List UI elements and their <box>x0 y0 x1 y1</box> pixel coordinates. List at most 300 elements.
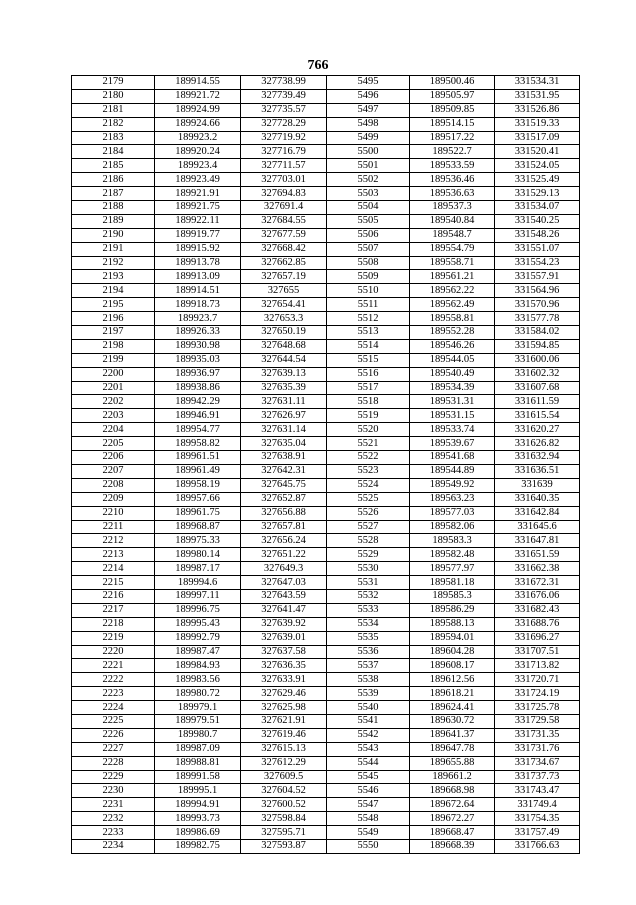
x-coordinate-right: 189554.79 <box>410 242 495 256</box>
x-coordinate-left: 189954.77 <box>155 423 241 437</box>
x-coordinate-right: 189647.78 <box>410 742 495 756</box>
point-id-left: 2225 <box>72 714 155 728</box>
table-row <box>72 242 580 256</box>
y-coordinate-right: 331651.59 <box>495 548 580 562</box>
point-id-left: 2179 <box>72 76 155 90</box>
x-coordinate-left: 189987.17 <box>155 562 241 576</box>
point-id-right: 5544 <box>327 756 410 770</box>
y-coordinate-right: 331682.43 <box>495 603 580 617</box>
y-coordinate-left: 327650.19 <box>241 326 327 340</box>
y-coordinate-left: 327703.01 <box>241 173 327 187</box>
table-row <box>72 145 580 159</box>
point-id-right: 5519 <box>327 409 410 423</box>
x-coordinate-right: 189561.21 <box>410 270 495 284</box>
x-coordinate-right: 189541.68 <box>410 451 495 465</box>
x-coordinate-left: 189913.78 <box>155 256 241 270</box>
point-id-left: 2211 <box>72 520 155 534</box>
point-id-left: 2213 <box>72 548 155 562</box>
x-coordinate-left: 189923.4 <box>155 159 241 173</box>
y-coordinate-right: 331524.05 <box>495 159 580 173</box>
x-coordinate-left: 189975.33 <box>155 534 241 548</box>
point-id-right: 5517 <box>327 381 410 395</box>
point-id-right: 5508 <box>327 256 410 270</box>
table-row <box>72 117 580 131</box>
point-id-left: 2185 <box>72 159 155 173</box>
y-coordinate-left: 327615.13 <box>241 742 327 756</box>
point-id-right: 5514 <box>327 339 410 353</box>
point-id-left: 2220 <box>72 645 155 659</box>
y-coordinate-right: 331519.33 <box>495 117 580 131</box>
y-coordinate-left: 327638.91 <box>241 451 327 465</box>
y-coordinate-right: 331607.68 <box>495 381 580 395</box>
table-row <box>72 478 580 492</box>
y-coordinate-right: 331640.35 <box>495 492 580 506</box>
x-coordinate-right: 189533.74 <box>410 423 495 437</box>
y-coordinate-right: 331724.19 <box>495 687 580 701</box>
point-id-right: 5535 <box>327 631 410 645</box>
x-coordinate-right: 189630.72 <box>410 714 495 728</box>
table-row <box>72 284 580 298</box>
table-row <box>72 839 580 853</box>
point-id-left: 2198 <box>72 339 155 353</box>
y-coordinate-left: 327656.24 <box>241 534 327 548</box>
table-row <box>72 659 580 673</box>
y-coordinate-right: 331584.02 <box>495 326 580 340</box>
x-coordinate-left: 189942.29 <box>155 395 241 409</box>
point-id-right: 5542 <box>327 728 410 742</box>
y-coordinate-right: 331611.59 <box>495 395 580 409</box>
point-id-right: 5522 <box>327 451 410 465</box>
y-coordinate-left: 327668.42 <box>241 242 327 256</box>
point-id-left: 2222 <box>72 673 155 687</box>
table-row <box>72 214 580 228</box>
table-row <box>72 298 580 312</box>
y-coordinate-right: 331600.06 <box>495 353 580 367</box>
x-coordinate-left: 189983.56 <box>155 673 241 687</box>
point-id-right: 5547 <box>327 798 410 812</box>
y-coordinate-right: 331594.85 <box>495 339 580 353</box>
x-coordinate-right: 189563.23 <box>410 492 495 506</box>
y-coordinate-right: 331525.49 <box>495 173 580 187</box>
x-coordinate-right: 189585.3 <box>410 589 495 603</box>
point-id-right: 5501 <box>327 159 410 173</box>
y-coordinate-left: 327738.99 <box>241 76 327 90</box>
y-coordinate-left: 327739.49 <box>241 89 327 103</box>
point-id-right: 5511 <box>327 298 410 312</box>
y-coordinate-right: 331696.27 <box>495 631 580 645</box>
y-coordinate-right: 331645.6 <box>495 520 580 534</box>
table-row <box>72 201 580 215</box>
x-coordinate-right: 189562.22 <box>410 284 495 298</box>
table-row <box>72 589 580 603</box>
y-coordinate-left: 327677.59 <box>241 228 327 242</box>
point-id-right: 5521 <box>327 437 410 451</box>
point-id-left: 2231 <box>72 798 155 812</box>
y-coordinate-left: 327653.3 <box>241 312 327 326</box>
x-coordinate-left: 189991.58 <box>155 770 241 784</box>
x-coordinate-left: 189987.09 <box>155 742 241 756</box>
point-id-right: 5523 <box>327 464 410 478</box>
point-id-left: 2230 <box>72 784 155 798</box>
table-row <box>72 631 580 645</box>
x-coordinate-left: 189923.2 <box>155 131 241 145</box>
x-coordinate-right: 189661.2 <box>410 770 495 784</box>
point-id-right: 5505 <box>327 214 410 228</box>
x-coordinate-left: 189980.14 <box>155 548 241 562</box>
x-coordinate-right: 189608.17 <box>410 659 495 673</box>
y-coordinate-left: 327728.29 <box>241 117 327 131</box>
y-coordinate-left: 327735.57 <box>241 103 327 117</box>
x-coordinate-right: 189537.3 <box>410 201 495 215</box>
point-id-right: 5512 <box>327 312 410 326</box>
table-row <box>72 339 580 353</box>
point-id-right: 5540 <box>327 701 410 715</box>
table-row <box>72 714 580 728</box>
y-coordinate-right: 331540.25 <box>495 214 580 228</box>
x-coordinate-left: 189984.93 <box>155 659 241 673</box>
y-coordinate-left: 327656.88 <box>241 506 327 520</box>
point-id-right: 5515 <box>327 353 410 367</box>
y-coordinate-right: 331757.49 <box>495 826 580 840</box>
y-coordinate-left: 327639.01 <box>241 631 327 645</box>
y-coordinate-left: 327694.83 <box>241 187 327 201</box>
point-id-left: 2205 <box>72 437 155 451</box>
table-row <box>72 687 580 701</box>
x-coordinate-left: 189924.99 <box>155 103 241 117</box>
coordinates-table <box>71 75 580 854</box>
point-id-left: 2233 <box>72 826 155 840</box>
table-row <box>72 131 580 145</box>
x-coordinate-left: 189980.7 <box>155 728 241 742</box>
y-coordinate-right: 331577.78 <box>495 312 580 326</box>
point-id-right: 5525 <box>327 492 410 506</box>
point-id-right: 5550 <box>327 839 410 853</box>
y-coordinate-right: 331766.63 <box>495 839 580 853</box>
point-id-right: 5538 <box>327 673 410 687</box>
y-coordinate-left: 327619.46 <box>241 728 327 742</box>
x-coordinate-left: 189958.19 <box>155 478 241 492</box>
point-id-right: 5498 <box>327 117 410 131</box>
x-coordinate-right: 189533.59 <box>410 159 495 173</box>
point-id-right: 5543 <box>327 742 410 756</box>
y-coordinate-right: 331731.76 <box>495 742 580 756</box>
x-coordinate-left: 189930.98 <box>155 339 241 353</box>
point-id-left: 2218 <box>72 617 155 631</box>
point-id-left: 2188 <box>72 201 155 215</box>
x-coordinate-right: 189672.27 <box>410 812 495 826</box>
x-coordinate-left: 189919.77 <box>155 228 241 242</box>
x-coordinate-right: 189618.21 <box>410 687 495 701</box>
table-row <box>72 492 580 506</box>
y-coordinate-right: 331529.13 <box>495 187 580 201</box>
y-coordinate-left: 327626.97 <box>241 409 327 423</box>
point-id-right: 5506 <box>327 228 410 242</box>
table-row <box>72 409 580 423</box>
x-coordinate-right: 189668.39 <box>410 839 495 853</box>
y-coordinate-right: 331731.35 <box>495 728 580 742</box>
point-id-right: 5516 <box>327 367 410 381</box>
y-coordinate-right: 331615.54 <box>495 409 580 423</box>
y-coordinate-right: 331688.76 <box>495 617 580 631</box>
y-coordinate-right: 331564.96 <box>495 284 580 298</box>
x-coordinate-left: 189968.87 <box>155 520 241 534</box>
table-row <box>72 770 580 784</box>
table-row <box>72 464 580 478</box>
table-row <box>72 645 580 659</box>
y-coordinate-right: 331642.84 <box>495 506 580 520</box>
x-coordinate-left: 189979.1 <box>155 701 241 715</box>
point-id-left: 2183 <box>72 131 155 145</box>
table-row <box>72 173 580 187</box>
point-id-left: 2199 <box>72 353 155 367</box>
y-coordinate-right: 331737.73 <box>495 770 580 784</box>
y-coordinate-right: 331647.81 <box>495 534 580 548</box>
x-coordinate-left: 189924.66 <box>155 117 241 131</box>
point-id-right: 5537 <box>327 659 410 673</box>
point-id-left: 2216 <box>72 589 155 603</box>
point-id-right: 5530 <box>327 562 410 576</box>
point-id-right: 5507 <box>327 242 410 256</box>
y-coordinate-right: 331729.58 <box>495 714 580 728</box>
table-row <box>72 812 580 826</box>
x-coordinate-left: 189986.69 <box>155 826 241 840</box>
x-coordinate-right: 189552.28 <box>410 326 495 340</box>
x-coordinate-left: 189982.75 <box>155 839 241 853</box>
x-coordinate-right: 189583.3 <box>410 534 495 548</box>
x-coordinate-right: 189548.7 <box>410 228 495 242</box>
table-row <box>72 798 580 812</box>
table-row <box>72 103 580 117</box>
point-id-left: 2204 <box>72 423 155 437</box>
x-coordinate-right: 189624.41 <box>410 701 495 715</box>
point-id-right: 5502 <box>327 173 410 187</box>
y-coordinate-right: 331720.71 <box>495 673 580 687</box>
point-id-right: 5527 <box>327 520 410 534</box>
point-id-right: 5495 <box>327 76 410 90</box>
y-coordinate-left: 327637.58 <box>241 645 327 659</box>
point-id-left: 2224 <box>72 701 155 715</box>
point-id-right: 5529 <box>327 548 410 562</box>
table-row <box>72 89 580 103</box>
x-coordinate-right: 189558.81 <box>410 312 495 326</box>
x-coordinate-left: 189936.97 <box>155 367 241 381</box>
table-row <box>72 576 580 590</box>
y-coordinate-left: 327639.13 <box>241 367 327 381</box>
point-id-left: 2217 <box>72 603 155 617</box>
x-coordinate-right: 189500.46 <box>410 76 495 90</box>
y-coordinate-right: 331548.26 <box>495 228 580 242</box>
table-row <box>72 673 580 687</box>
point-id-left: 2182 <box>72 117 155 131</box>
x-coordinate-left: 189921.72 <box>155 89 241 103</box>
y-coordinate-left: 327645.75 <box>241 478 327 492</box>
x-coordinate-right: 189562.49 <box>410 298 495 312</box>
x-coordinate-left: 189926.33 <box>155 326 241 340</box>
point-id-right: 5503 <box>327 187 410 201</box>
x-coordinate-right: 189505.97 <box>410 89 495 103</box>
x-coordinate-left: 189921.75 <box>155 201 241 215</box>
y-coordinate-left: 327657.81 <box>241 520 327 534</box>
y-coordinate-right: 331632.94 <box>495 451 580 465</box>
table-row <box>72 381 580 395</box>
point-id-left: 2227 <box>72 742 155 756</box>
x-coordinate-left: 189980.72 <box>155 687 241 701</box>
y-coordinate-left: 327639.92 <box>241 617 327 631</box>
table-row <box>72 367 580 381</box>
table-row <box>72 228 580 242</box>
point-id-right: 5496 <box>327 89 410 103</box>
y-coordinate-left: 327643.59 <box>241 589 327 603</box>
x-coordinate-right: 189509.85 <box>410 103 495 117</box>
y-coordinate-left: 327684.55 <box>241 214 327 228</box>
point-id-right: 5500 <box>327 145 410 159</box>
y-coordinate-left: 327629.46 <box>241 687 327 701</box>
y-coordinate-left: 327647.03 <box>241 576 327 590</box>
table-row <box>72 603 580 617</box>
table-row <box>72 187 580 201</box>
x-coordinate-right: 189641.37 <box>410 728 495 742</box>
y-coordinate-left: 327635.04 <box>241 437 327 451</box>
table-row <box>72 506 580 520</box>
x-coordinate-left: 189961.49 <box>155 464 241 478</box>
table-row <box>72 728 580 742</box>
table-row <box>72 562 580 576</box>
x-coordinate-left: 189922.11 <box>155 214 241 228</box>
x-coordinate-right: 189558.71 <box>410 256 495 270</box>
x-coordinate-right: 189604.28 <box>410 645 495 659</box>
x-coordinate-left: 189979.51 <box>155 714 241 728</box>
y-coordinate-right: 331743.47 <box>495 784 580 798</box>
table-row <box>72 520 580 534</box>
y-coordinate-right: 331551.07 <box>495 242 580 256</box>
x-coordinate-left: 189994.6 <box>155 576 241 590</box>
point-id-right: 5524 <box>327 478 410 492</box>
x-coordinate-right: 189577.97 <box>410 562 495 576</box>
x-coordinate-left: 189920.24 <box>155 145 241 159</box>
table-row <box>72 326 580 340</box>
point-id-left: 2206 <box>72 451 155 465</box>
x-coordinate-right: 189540.49 <box>410 367 495 381</box>
y-coordinate-left: 327604.52 <box>241 784 327 798</box>
point-id-right: 5499 <box>327 131 410 145</box>
y-coordinate-left: 327644.54 <box>241 353 327 367</box>
point-id-right: 5518 <box>327 395 410 409</box>
point-id-right: 5528 <box>327 534 410 548</box>
point-id-right: 5539 <box>327 687 410 701</box>
point-id-right: 5534 <box>327 617 410 631</box>
x-coordinate-right: 189540.84 <box>410 214 495 228</box>
x-coordinate-left: 189923.49 <box>155 173 241 187</box>
point-id-left: 2219 <box>72 631 155 645</box>
point-id-right: 5520 <box>327 423 410 437</box>
x-coordinate-right: 189668.47 <box>410 826 495 840</box>
x-coordinate-left: 189958.82 <box>155 437 241 451</box>
x-coordinate-left: 189995.43 <box>155 617 241 631</box>
y-coordinate-right: 331636.51 <box>495 464 580 478</box>
y-coordinate-left: 327633.91 <box>241 673 327 687</box>
x-coordinate-right: 189549.92 <box>410 478 495 492</box>
table-row <box>72 548 580 562</box>
y-coordinate-right: 331749.4 <box>495 798 580 812</box>
y-coordinate-left: 327716.79 <box>241 145 327 159</box>
y-coordinate-right: 331531.95 <box>495 89 580 103</box>
x-coordinate-right: 189531.15 <box>410 409 495 423</box>
point-id-left: 2196 <box>72 312 155 326</box>
coordinates-table-body <box>72 76 580 854</box>
point-id-right: 5509 <box>327 270 410 284</box>
y-coordinate-left: 327598.84 <box>241 812 327 826</box>
x-coordinate-right: 189514.15 <box>410 117 495 131</box>
point-id-right: 5545 <box>327 770 410 784</box>
x-coordinate-right: 189546.26 <box>410 339 495 353</box>
table-row <box>72 437 580 451</box>
table-row <box>72 312 580 326</box>
point-id-left: 2226 <box>72 728 155 742</box>
point-id-right: 5532 <box>327 589 410 603</box>
y-coordinate-right: 331754.35 <box>495 812 580 826</box>
y-coordinate-right: 331534.31 <box>495 76 580 90</box>
y-coordinate-left: 327657.19 <box>241 270 327 284</box>
x-coordinate-right: 189536.46 <box>410 173 495 187</box>
x-coordinate-left: 189997.11 <box>155 589 241 603</box>
x-coordinate-right: 189539.67 <box>410 437 495 451</box>
y-coordinate-right: 331526.86 <box>495 103 580 117</box>
y-coordinate-left: 327654.41 <box>241 298 327 312</box>
y-coordinate-right: 331707.51 <box>495 645 580 659</box>
point-id-left: 2223 <box>72 687 155 701</box>
y-coordinate-left: 327655 <box>241 284 327 298</box>
point-id-right: 5526 <box>327 506 410 520</box>
table-row <box>72 826 580 840</box>
y-coordinate-right: 331554.23 <box>495 256 580 270</box>
point-id-left: 2197 <box>72 326 155 340</box>
y-coordinate-left: 327621.91 <box>241 714 327 728</box>
point-id-right: 5548 <box>327 812 410 826</box>
y-coordinate-left: 327719.92 <box>241 131 327 145</box>
x-coordinate-right: 189655.88 <box>410 756 495 770</box>
x-coordinate-right: 189612.56 <box>410 673 495 687</box>
table-row <box>72 76 580 90</box>
point-id-left: 2194 <box>72 284 155 298</box>
x-coordinate-right: 189534.39 <box>410 381 495 395</box>
y-coordinate-right: 331557.91 <box>495 270 580 284</box>
y-coordinate-left: 327652.87 <box>241 492 327 506</box>
table-row <box>72 701 580 715</box>
y-coordinate-left: 327651.22 <box>241 548 327 562</box>
table-row <box>72 159 580 173</box>
x-coordinate-right: 189581.18 <box>410 576 495 590</box>
point-id-left: 2208 <box>72 478 155 492</box>
x-coordinate-left: 189946.91 <box>155 409 241 423</box>
table-row <box>72 784 580 798</box>
x-coordinate-right: 189531.31 <box>410 395 495 409</box>
point-id-left: 2200 <box>72 367 155 381</box>
table-row <box>72 756 580 770</box>
y-coordinate-left: 327631.14 <box>241 423 327 437</box>
point-id-left: 2202 <box>72 395 155 409</box>
x-coordinate-left: 189914.55 <box>155 76 241 90</box>
y-coordinate-left: 327631.11 <box>241 395 327 409</box>
point-id-left: 2189 <box>72 214 155 228</box>
x-coordinate-right: 189582.06 <box>410 520 495 534</box>
x-coordinate-left: 189995.1 <box>155 784 241 798</box>
x-coordinate-left: 189988.81 <box>155 756 241 770</box>
point-id-right: 5497 <box>327 103 410 117</box>
x-coordinate-left: 189996.75 <box>155 603 241 617</box>
y-coordinate-right: 331725.78 <box>495 701 580 715</box>
point-id-right: 5536 <box>327 645 410 659</box>
x-coordinate-left: 189915.92 <box>155 242 241 256</box>
